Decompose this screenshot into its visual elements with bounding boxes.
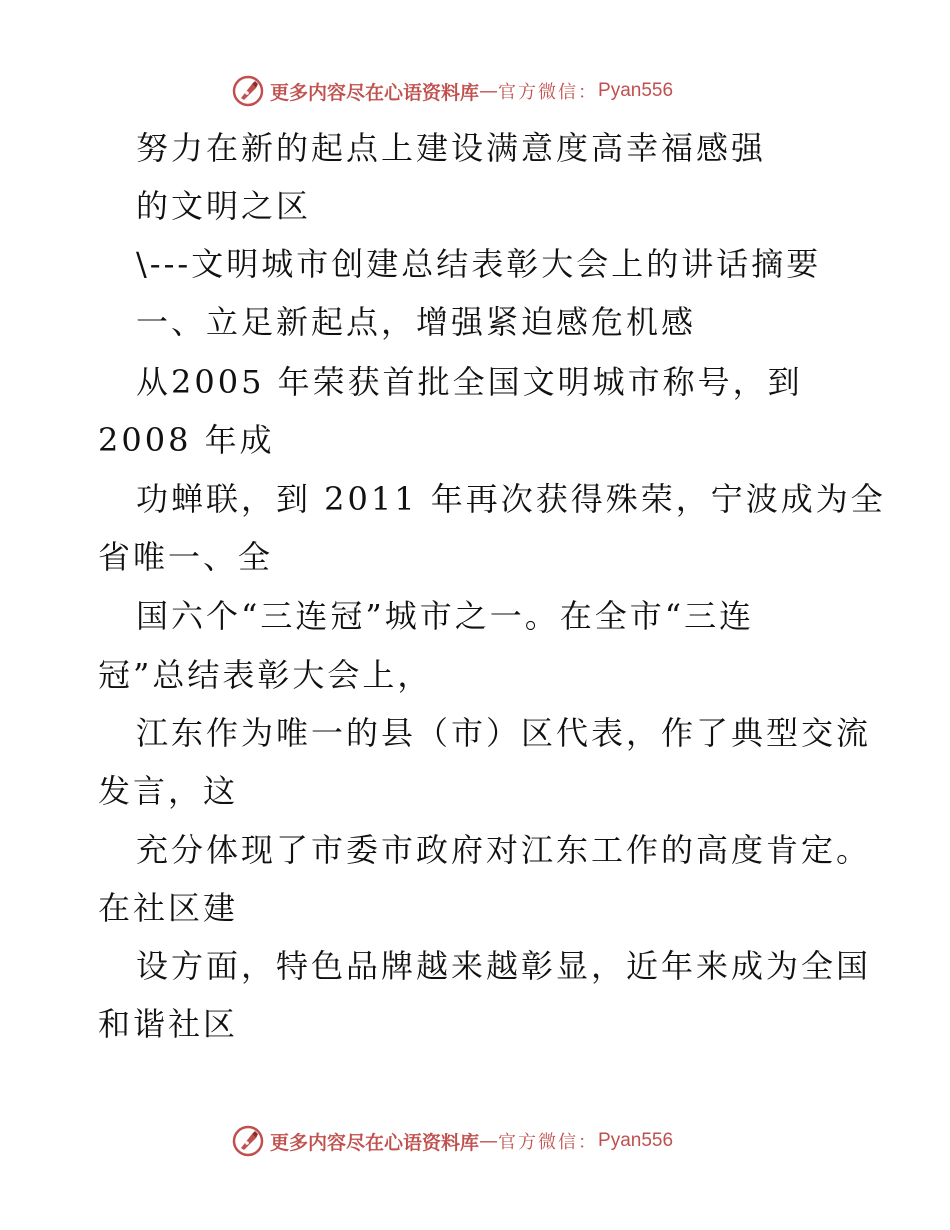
pen-nib-logo-icon [232,1125,264,1157]
paragraph-line: 从2005 年荣获首批全国文明城市称号，到 [136,363,803,401]
section-heading: 一、立足新起点，增强紧迫感危机感 [136,303,697,341]
paragraph-line: 江东作为唯一的县（市）区代表，作了典型交流 [136,714,872,752]
paragraph-line: 设方面，特色品牌越来越彰显，近年来成为全国 [136,947,872,985]
document-title-line-2: 的文明之区 [136,187,312,225]
paragraph-line: 在社区建 [98,889,239,927]
paragraph-line: 国六个“三连冠”城市之一。在全市“三连 [136,597,755,635]
header-watermark [232,74,673,108]
paragraph-line: 冠”总结表彰大会上， [98,656,433,694]
paragraph-line: 2008 年成 [98,421,275,459]
document-subtitle: \---文明城市创建总结表彰大会上的讲话摘要 [136,245,822,283]
paragraph-line: 和谐社区 [98,1005,239,1043]
watermark-wechat-id: Pyan556 [598,1130,674,1151]
pen-nib-logo-icon [232,75,264,107]
document-title-line-1: 努力在新的起点上建设满意度高幸福感强 [136,129,767,167]
paragraph-line: 充分体现了市委市政府对江东工作的高度肯定。 [136,831,872,869]
watermark-main-text: 更多内容尽在心语资料库 [270,81,480,104]
paragraph-line: 省唯一、全 [98,538,274,576]
watermark-main-text: 更多内容尽在心语资料库 [270,1131,480,1154]
watermark-dash: — [479,80,499,102]
watermark-wechat-id: Pyan556 [598,80,674,101]
watermark-dash: — [479,1130,499,1152]
paragraph-line: 功蝉联，到 2011 年再次获得殊荣，宁波成为全 [136,480,886,518]
watermark-label: 官方微信： [498,1132,599,1153]
paragraph-line: 发言，这 [98,772,239,810]
watermark-label: 官方微信： [498,82,599,103]
footer-watermark [232,1124,673,1158]
